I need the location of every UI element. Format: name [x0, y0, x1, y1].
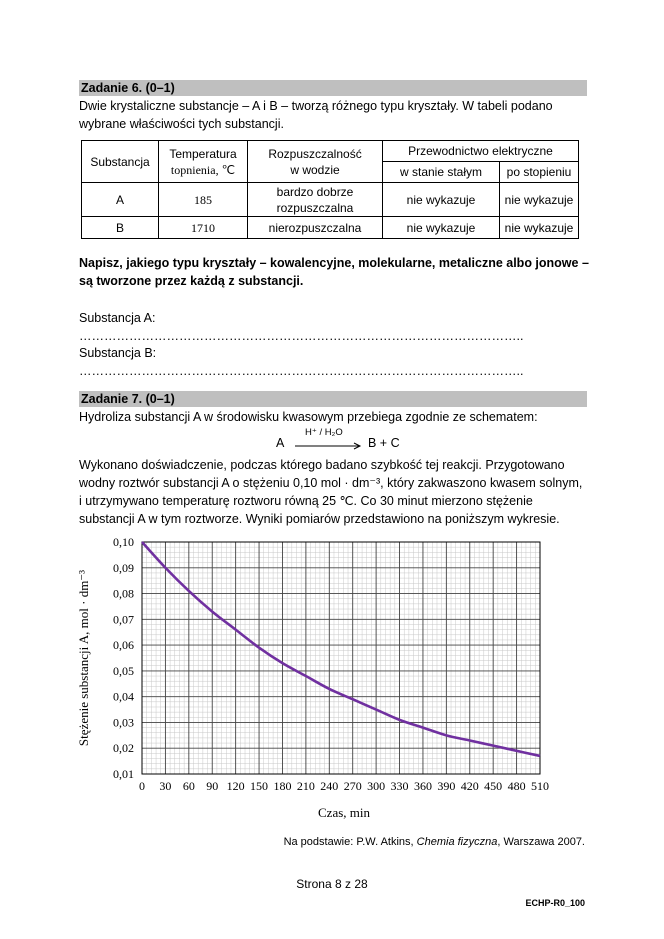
x-tick-label: 30: [159, 779, 172, 793]
header-melting-temp-line-2: topnienia, ℃: [170, 162, 236, 177]
cell-conductivity-solid: nie wykazuje: [383, 217, 500, 239]
y-axis-title: Stężenie substancji A, mol · dm⁻³: [76, 569, 91, 747]
source-note: [284, 836, 585, 848]
task-7-description: [79, 456, 599, 528]
y-tick-label: 0,01: [113, 767, 134, 781]
x-tick-label: 150: [250, 779, 269, 793]
cell-substance: A: [82, 183, 159, 217]
scheme-conditions: H⁺ / H₂O: [305, 427, 343, 438]
x-tick-label: 0: [139, 779, 145, 793]
cell-substance: B: [82, 217, 159, 239]
x-tick-label: 420: [460, 779, 479, 793]
cell-melting-temp: 1710: [159, 217, 248, 239]
task-6-question-line-1: Napisz, jakiego typu kryształy – kowalencyjne, molekularne, metaliczne albo jonowe –: [79, 256, 589, 270]
y-tick-label: 0,09: [113, 560, 134, 575]
task-7-desc-line-3: i utrzymywano temperaturę roztworu równą 25 ℃. Co 30 minut mierzono stężenie: [79, 494, 533, 508]
cell-conductivity-melt: nie wykazuje: [500, 217, 579, 239]
x-tick-label: 270: [343, 779, 362, 793]
source-suffix: , Warszawa 2007.: [497, 836, 585, 848]
y-tick-label: 0,08: [113, 586, 134, 601]
task-7-desc-line-4: substancji A w tym roztworze. Wyniki pomiarów przedstawiono na poniższym wykresie.: [79, 512, 560, 526]
cell-solubility: [248, 183, 383, 217]
x-tick-label: 180: [273, 779, 292, 793]
task-6-question-line-2: są tworzone przez każdą z substancji.: [79, 274, 304, 288]
source-title: Chemia fizyczna: [416, 836, 498, 848]
x-tick-label: 510: [531, 779, 549, 793]
task-7-header: Zadanie 7. (0–1): [79, 391, 587, 407]
scheme-products: B + C: [368, 436, 400, 450]
task-6-intro: [79, 97, 589, 133]
plot-frame: [142, 542, 540, 774]
x-tick-label: 480: [507, 779, 526, 793]
header-conductivity: Przewodnictwo elektryczne: [383, 141, 579, 162]
exam-code: ECHP-R0_100: [525, 898, 585, 908]
x-tick-label: 450: [484, 779, 503, 793]
y-tick-label: 0,07: [113, 612, 134, 627]
concentration-chart: [0, 528, 664, 828]
x-tick-label: 390: [437, 779, 456, 793]
y-tick-label: 0,03: [113, 715, 134, 730]
x-tick-label: 300: [367, 779, 386, 793]
y-tick-label: 0,06: [113, 638, 134, 653]
reaction-scheme: [276, 427, 400, 454]
y-tick-label: 0,05: [113, 663, 134, 678]
header-solubility-line-2: w wodzie: [290, 162, 340, 177]
x-tick-label: 240: [320, 779, 339, 793]
table-row: [82, 217, 579, 239]
task-6-question: [79, 254, 589, 290]
task-7-desc-line-2: wodny roztwór substancji A o stężeniu 0,10 mol · dm⁻³, który zakwaszono kwasem solnym,: [79, 476, 583, 490]
cell-solubility: nierozpuszczalna: [248, 217, 383, 239]
x-tick-label: 210: [296, 779, 315, 793]
reaction-arrow-icon: [295, 442, 363, 450]
cell-conductivity-solid: nie wykazuje: [383, 183, 500, 217]
x-tick-label: 360: [413, 779, 432, 793]
header-conductivity-melt: po stopieniu: [500, 162, 579, 183]
series-line: [142, 542, 540, 756]
x-axis-title: Czas, min: [318, 805, 370, 820]
answer-line-b[interactable]: Substancja B: ……………………………………………………………………………………………..: [79, 346, 524, 378]
scheme-reactant: A: [276, 436, 285, 450]
task-7-desc-line-1: Wykonano doświadczenie, podczas którego badano szybkość tej reakcji. Przygotowano: [79, 458, 565, 472]
task-6-header: Zadanie 6. (0–1): [79, 80, 587, 96]
header-solubility-line-1: Rozpuszczalność: [268, 146, 362, 161]
header-melting-temp-line-1: Temperatura: [169, 146, 237, 161]
answer-line-a[interactable]: Substancja A: ……………………………………………………………………………………………..: [79, 311, 524, 343]
x-tick-label: 120: [226, 779, 245, 793]
y-tick-label: 0,10: [113, 535, 134, 549]
header-conductivity-solid: w stanie stałym: [383, 162, 500, 183]
header-substance: Substancja: [82, 141, 159, 183]
x-tick-label: 60: [182, 779, 195, 793]
cell-solubility-line-1: bardzo dobrze: [276, 184, 354, 199]
task-7-intro: Hydroliza substancji A w środowisku kwasowym przebiega zgodnie ze schematem:: [79, 410, 538, 424]
properties-table: [81, 140, 579, 239]
cell-conductivity-melt: nie wykazuje: [500, 183, 579, 217]
table-row: [82, 183, 579, 217]
y-tick-label: 0,04: [113, 689, 134, 704]
y-tick-label: 0,02: [113, 741, 134, 756]
source-prefix: Na podstawie: P.W. Atkins,: [283, 836, 417, 848]
page-number: Strona 8 z 28: [296, 877, 368, 891]
cell-solubility-line-2: rozpuszczalna: [276, 200, 354, 215]
x-tick-label: 90: [206, 779, 219, 793]
x-tick-label: 330: [390, 779, 409, 793]
cell-melting-temp: 185: [159, 183, 248, 217]
header-solubility: [248, 141, 383, 183]
task-6-intro-line-2: wybrane właściwości tych substancji.: [79, 117, 284, 131]
task-6-intro-line-1: Dwie krystaliczne substancje – A i B – tworzą różnego typu kryształy. W tabeli podano: [79, 99, 553, 113]
header-melting-temp: [159, 141, 248, 183]
